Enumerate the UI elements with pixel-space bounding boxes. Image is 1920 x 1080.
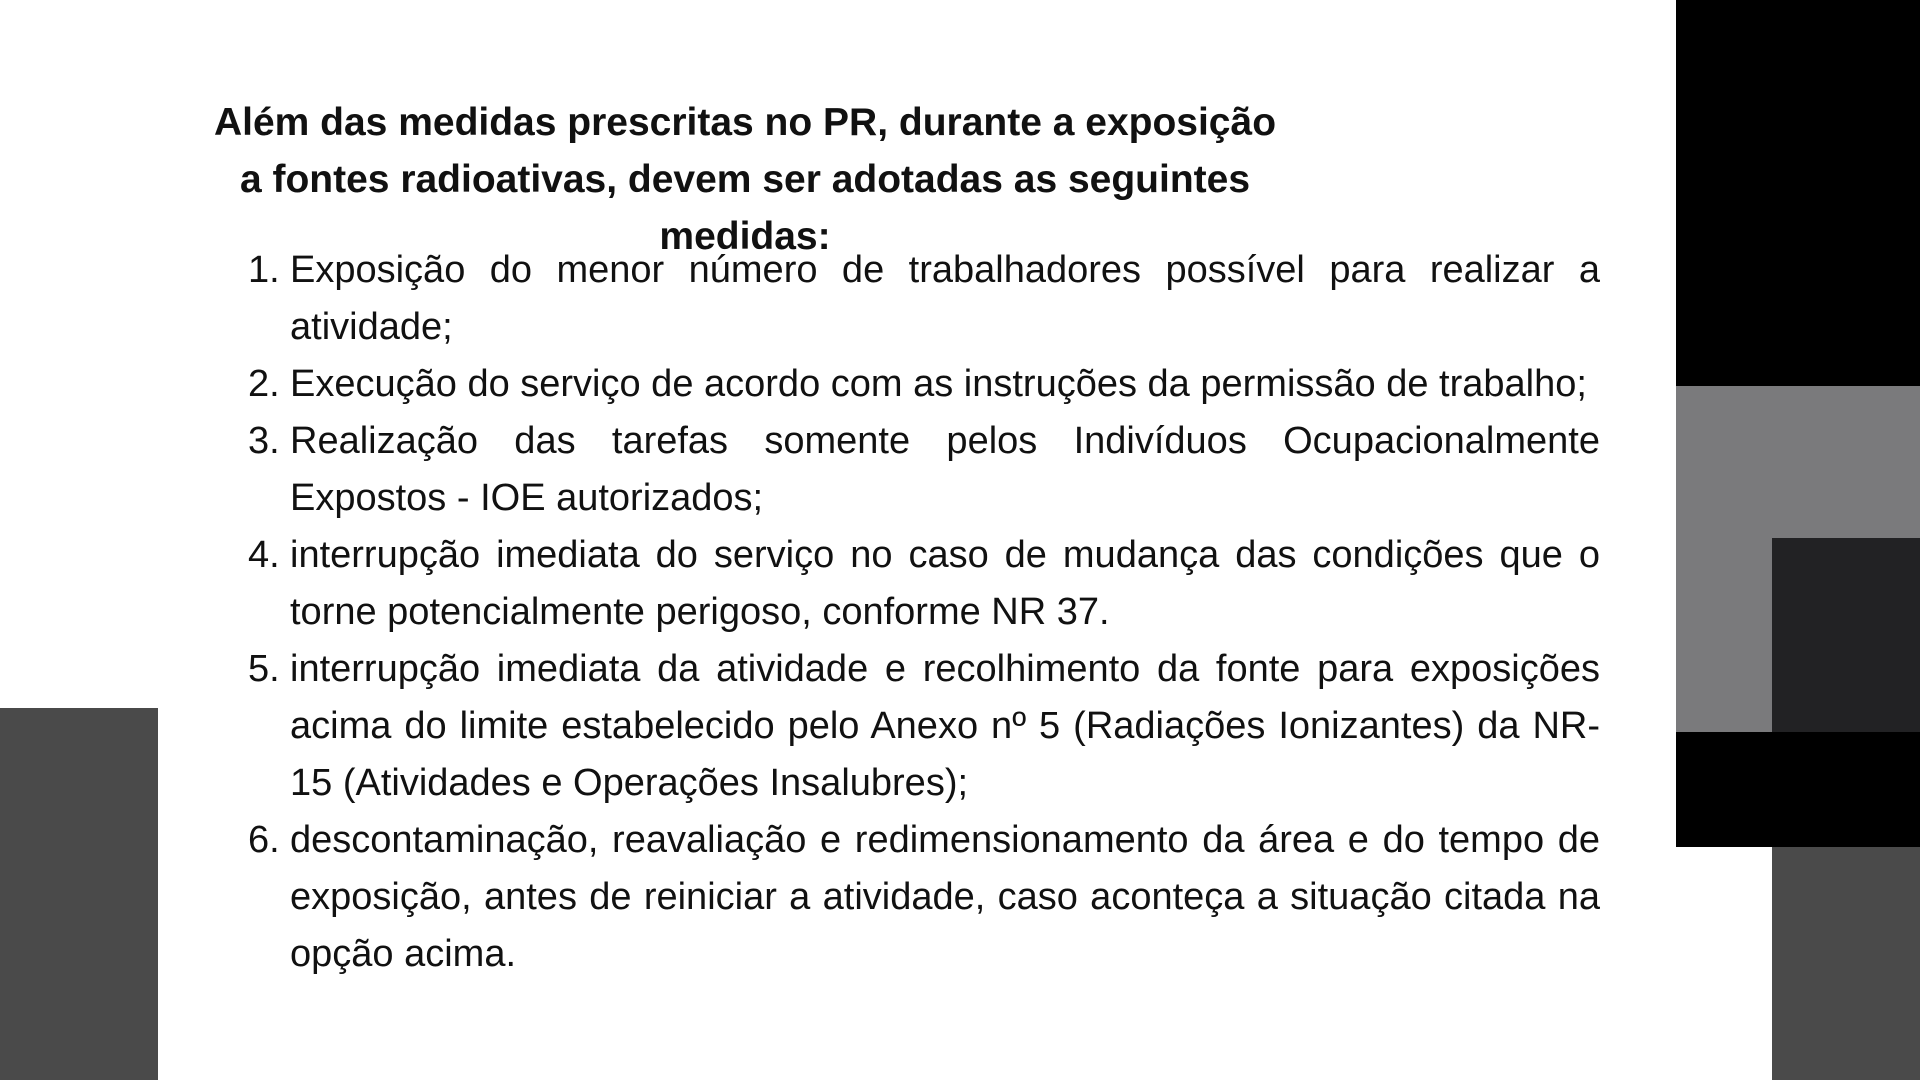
list-item-number: 1.	[248, 249, 280, 291]
measures-list	[248, 242, 1600, 983]
list-item-number: 5.	[248, 648, 280, 690]
list-item-text: interrupção imediata do serviço no caso de mudança das condições que o torne potencialmente perigoso, conforme NR 37.	[290, 534, 1600, 633]
decorative-block-right-dark	[1772, 538, 1920, 732]
slide-title: Além das medidas prescritas no PR, durante a exposição a fontes radioativas, devem ser adotadas as seguintes medidas:	[213, 101, 1277, 258]
list-item-text: Realização das tarefas somente pelos Indivíduos Ocupacionalmente Expostos - IOE autorizados;	[290, 420, 1600, 519]
decorative-block-left	[0, 708, 158, 1080]
list-item-text: interrupção imediata da atividade e recolhimento da fonte para exposições acima do limite estabelecido pelo Anexo nº 5 (Radiações Ionizantes) da NR-15 (Atividades e Operações Insalubres);	[290, 648, 1600, 804]
list-item-number: 3.	[248, 420, 280, 462]
list-item	[248, 812, 1600, 983]
list-item	[248, 356, 1600, 413]
list-item	[248, 527, 1600, 641]
decorative-block-right-bottom	[1772, 847, 1920, 1080]
list-item-text: Exposição do menor número de trabalhadores possível para realizar a atividade;	[290, 249, 1600, 348]
list-item-number: 2.	[248, 363, 280, 405]
list-item	[248, 242, 1600, 356]
decorative-block-right-band	[1676, 732, 1920, 847]
list-item	[248, 413, 1600, 527]
list-item	[248, 641, 1600, 812]
list-item-number: 6.	[248, 819, 280, 861]
list-item-number: 4.	[248, 534, 280, 576]
decorative-block-right-top	[1676, 0, 1920, 386]
list-item-text: Execução do serviço de acordo com as instruções da permissão de trabalho;	[290, 363, 1587, 405]
list-item-text: descontaminação, reavaliação e redimensionamento da área e do tempo de exposição, antes de reiniciar a atividade, caso aconteça a situação citada na opção acima.	[290, 819, 1600, 975]
